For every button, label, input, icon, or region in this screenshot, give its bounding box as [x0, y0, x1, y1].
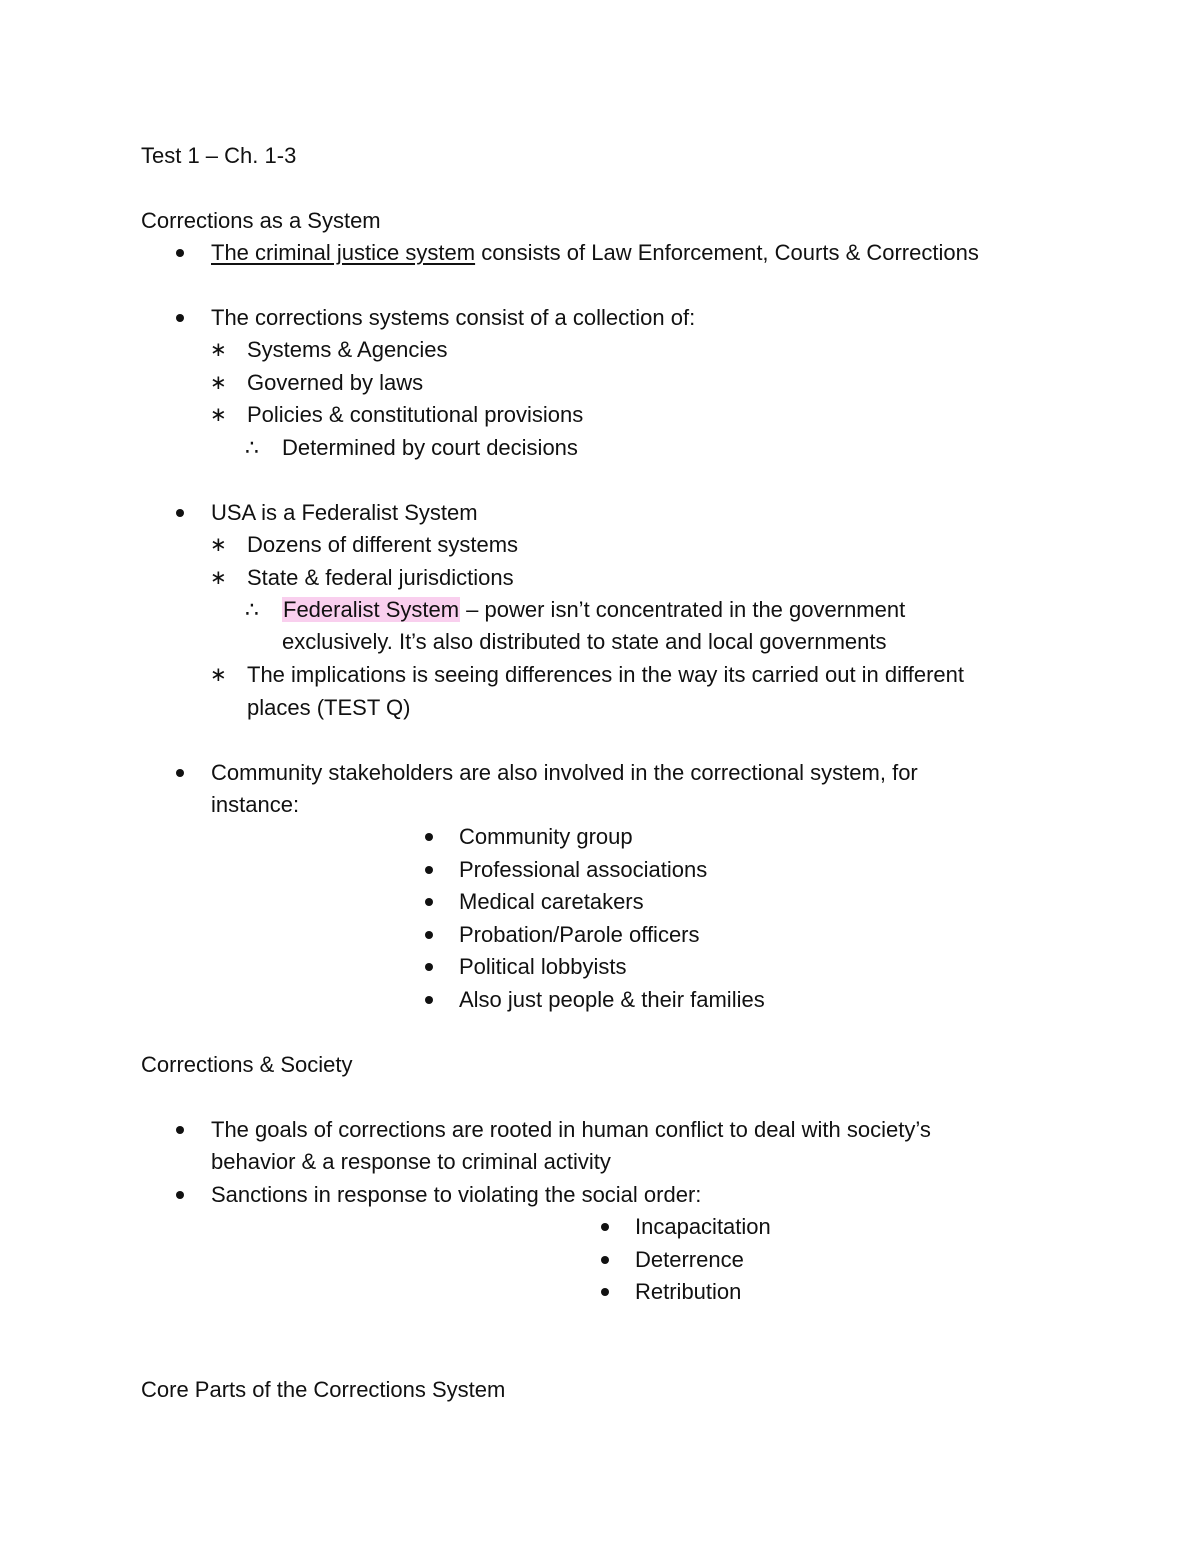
bullet-continuation: behavior & a response to criminal activity — [211, 1149, 611, 1174]
list-item: Community group — [459, 822, 633, 852]
therefore-icon: ∴ — [245, 435, 259, 460]
bullet-community-stakeholders: Community stakeholders are also involved in the correctional system, for — [211, 758, 918, 788]
list-item: Incapacitation — [635, 1212, 771, 1242]
bullet-corrections-collection: The corrections systems consist of a collection of: — [211, 303, 695, 333]
list-item: Retribution — [635, 1277, 741, 1307]
bullet-sanctions: Sanctions in response to violating the social order: — [211, 1180, 701, 1210]
page-title: Test 1 – Ch. 1-3 — [141, 143, 297, 168]
star-bullet-icon: ∗ — [210, 664, 227, 686]
star-bullet-icon: ∗ — [210, 567, 227, 589]
star-bullet-icon: ∗ — [210, 534, 227, 556]
bullet-goals-of-corrections: The goals of corrections are rooted in human conflict to deal with society’s — [211, 1115, 931, 1145]
star-item: ∗ Policies & constitutional provisions — [247, 400, 583, 430]
list-item: Professional associations — [459, 855, 707, 885]
list-item: Probation/Parole officers — [459, 920, 700, 950]
section-heading-corrections-system: Corrections as a System — [141, 208, 381, 233]
bullet-text: consists of Law Enforcement, Courts & Corrections — [475, 240, 979, 265]
star-bullet-icon: ∗ — [210, 404, 227, 426]
list-item: Medical caretakers — [459, 887, 644, 917]
star-item: ∗ State & federal jurisdictions — [247, 563, 514, 593]
underlined-term: The criminal justice system — [211, 240, 476, 265]
bullet-continuation: instance: — [211, 792, 300, 817]
star-bullet-icon: ∗ — [210, 372, 227, 394]
list-item: Also just people & their families — [459, 985, 765, 1015]
bullet-federalist-system: USA is a Federalist System — [211, 498, 478, 528]
star-item: ∗ Dozens of different systems — [247, 530, 518, 560]
star-item: ∗ Governed by laws — [247, 368, 423, 398]
therefore-item: ∴ Federalist System – power isn’t concentrated in the government — [282, 595, 905, 625]
section-heading-core-parts: Core Parts of the Corrections System — [141, 1377, 506, 1402]
highlighted-term: Federalist System — [283, 597, 460, 622]
therefore-icon: ∴ — [245, 597, 259, 622]
therefore-item: ∴ Determined by court decisions — [282, 433, 578, 463]
list-item: Political lobbyists — [459, 952, 627, 982]
star-item: ∗ Systems & Agencies — [247, 335, 448, 365]
star-bullet-icon: ∗ — [210, 339, 227, 361]
list-item: Deterrence — [635, 1245, 744, 1275]
star-item-continuation: places (TEST Q) — [247, 695, 411, 720]
therefore-continuation: exclusively. It’s also distributed to state and local governments — [282, 629, 887, 654]
bullet-criminal-justice-system — [211, 238, 979, 268]
section-heading-corrections-society: Corrections & Society — [141, 1052, 353, 1077]
star-item: ∗ The implications is seeing differences in the way its carried out in different — [247, 660, 964, 690]
